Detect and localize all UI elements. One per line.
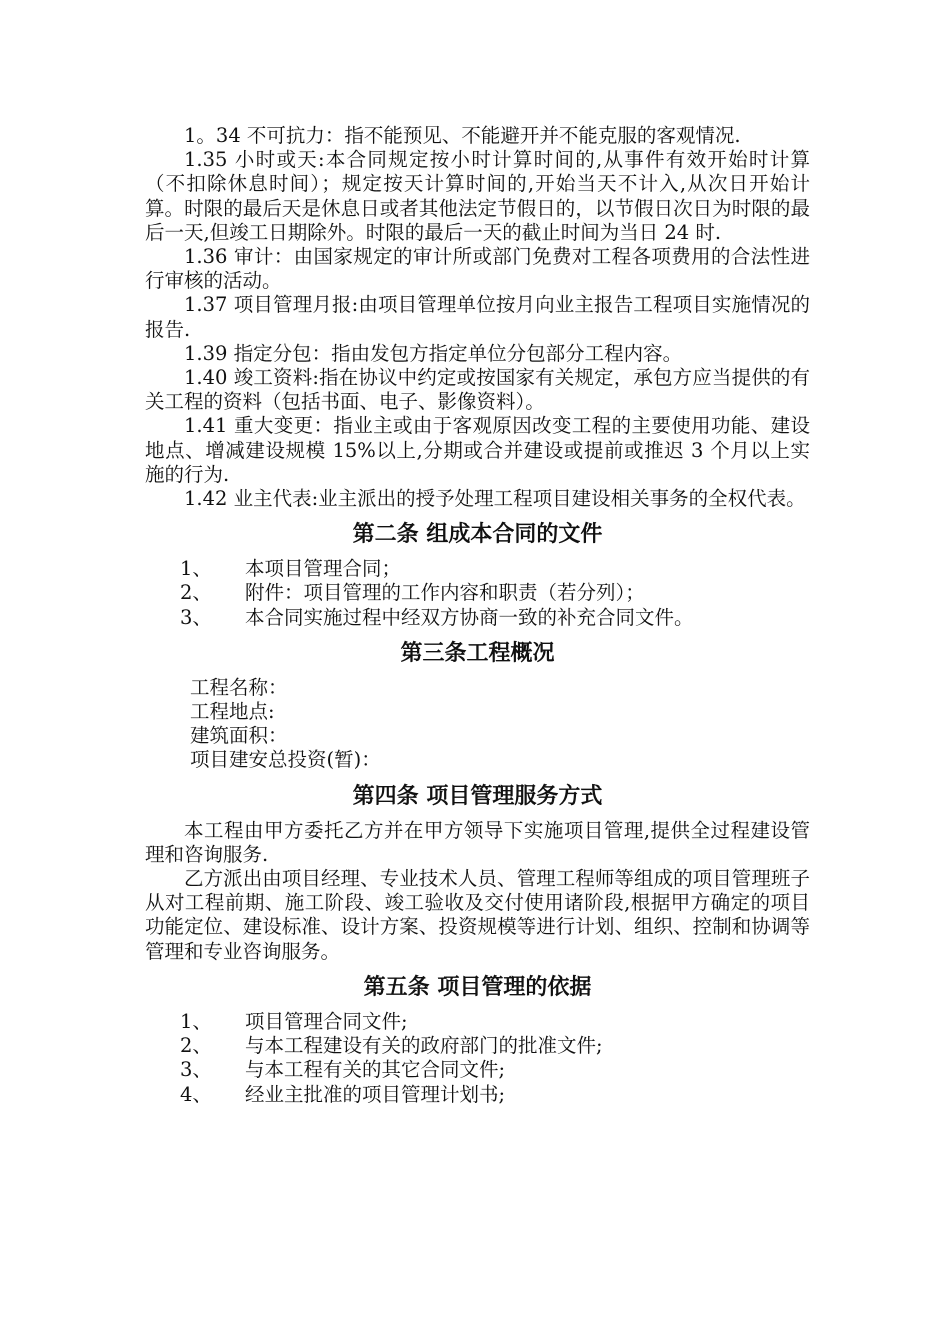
list-item — [145, 1083, 810, 1107]
service-paragraph-2: 乙方派出由项目经理、专业技术人员、管理工程师等组成的项目管理班子从对工程前期、施工阶段、竣工验收及交付使用诸阶段,根据甲方确定的项目功能定位、建设标准、设计方案、投资规模等进行计划、组织、控制和协调等管理和专业咨询服务。 — [145, 867, 810, 963]
definition-1-34: 1。34 不可抗力：指不能预见、不能避开并不能克服的客观情况. — [184, 124, 741, 147]
list-text: 项目管理合同文件; — [245, 1009, 408, 1033]
building-area-field: 建筑面积： — [190, 724, 288, 748]
total-investment-field: 项目建安总投资(暂)： — [190, 748, 381, 772]
list-number: 3、 — [180, 1058, 212, 1082]
definition-1-35: 1.35 小时或天:本合同规定按小时计算时间的,从事件有效开始时计算（不扣除休息时间）；规定按天计算时间的,开始当天不计入,从次日开始计算。时限的最后天是休息日或者其他法定节假日的，以节假日次日为时限的最后一天,但竣工日期除外。时限的最后一天的截止时间为当日 24 时. — [145, 148, 810, 244]
document-page — [145, 124, 810, 1107]
list-item — [145, 581, 810, 605]
list-number: 2、 — [180, 1034, 212, 1058]
list-text: 附件：项目管理的工作内容和职责（若分列）； — [245, 581, 645, 605]
definition-1-41: 1.41 重大变更：指业主或由于客观原因改变工程的主要使用功能、建设地点、增减建设规模 15%以上,分期或合并建设或提前或推迟 3 个月以上实施的行为. — [145, 414, 810, 486]
list-item — [145, 1010, 810, 1034]
service-paragraph-1: 本工程由甲方委托乙方并在甲方领导下实施项目管理,提供全过程建设管理和咨询服务. — [145, 818, 810, 866]
project-location-field: 工程地点: — [190, 700, 275, 724]
list-text: 与本工程有关的其它合同文件; — [245, 1058, 506, 1082]
list-text: 经业主批准的项目管理计划书; — [245, 1082, 506, 1106]
project-name-field: 工程名称： — [190, 675, 288, 699]
article-5-heading: 第五条 项目管理的依据 — [363, 974, 592, 1000]
list-number: 1、 — [180, 1009, 212, 1033]
definition-1-36: 1.36 审计：由国家规定的审计所或部门免费对工程各项费用的合法性进行审核的活动。 — [145, 245, 810, 293]
article-2-heading: 第二条 组成本合同的文件 — [352, 522, 603, 548]
list-number: 2、 — [180, 581, 212, 605]
list-number: 4、 — [180, 1082, 212, 1106]
list-item — [145, 1058, 810, 1082]
definition-1-42: 1.42 业主代表:业主派出的授予处理工程项目建设相关事务的全权代表。 — [184, 487, 806, 511]
list-number: 1、 — [180, 557, 212, 581]
definition-1-39: 1.39 指定分包：指由发包方指定单位分包部分工程内容。 — [184, 341, 683, 365]
list-text: 本项目管理合同； — [245, 557, 402, 581]
list-text: 与本工程建设有关的政府部门的批准文件; — [245, 1034, 603, 1058]
list-text: 本合同实施过程中经双方协商一致的补充合同文件。 — [245, 605, 694, 629]
list-item — [145, 606, 810, 630]
article-3-heading: 第三条工程概况 — [400, 640, 555, 666]
list-item — [145, 557, 810, 581]
definition-1-40: 1.40 竣工资料:指在协议中约定或按国家有关规定，承包方应当提供的有关工程的资料（包括书面、电子、影像资料）。 — [145, 366, 810, 414]
article-4-heading: 第四条 项目管理服务方式 — [352, 783, 603, 809]
list-item — [145, 1034, 810, 1058]
list-number: 3、 — [180, 605, 212, 629]
definition-1-37: 1.37 项目管理月报:由项目管理单位按月向业主报告工程项目实施情况的报告. — [145, 293, 810, 341]
